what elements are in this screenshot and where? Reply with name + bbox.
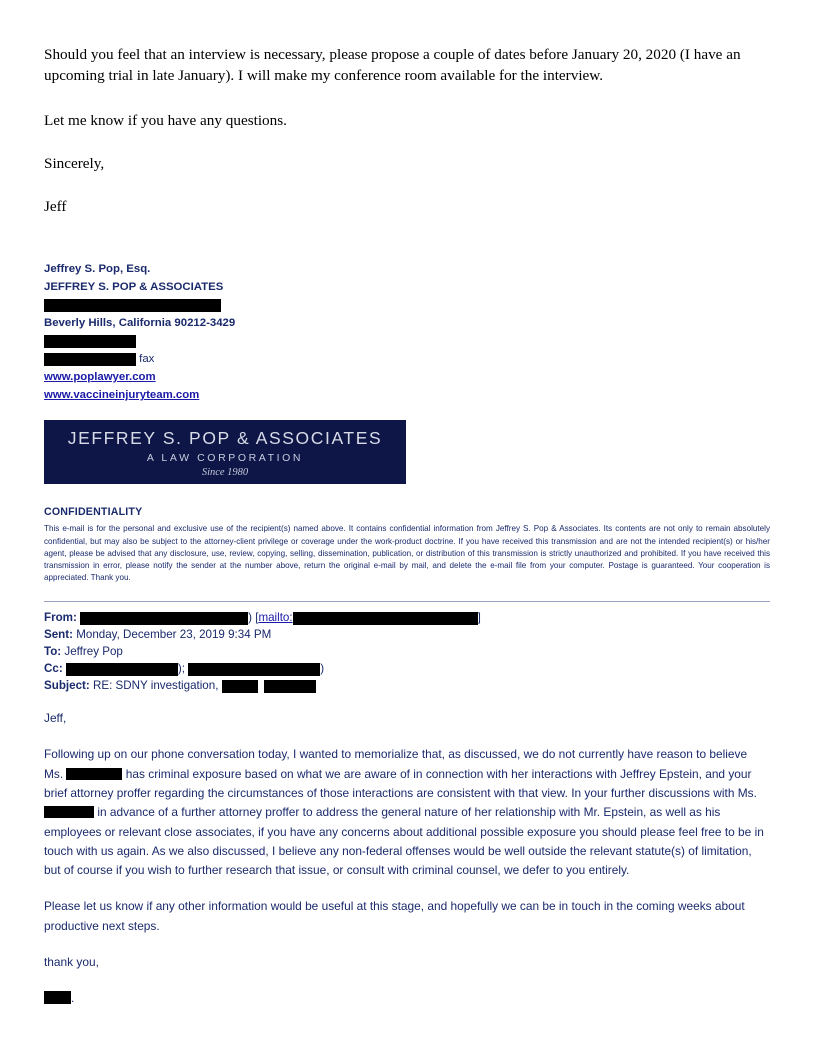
letter-body [44, 44, 754, 217]
redaction-bar-street [44, 299, 221, 312]
signature-city-line [44, 314, 754, 332]
email-signature [44, 989, 766, 1008]
email-greeting: Jeff, [44, 711, 67, 726]
redaction-bar-name-1 [66, 768, 122, 780]
cc-label: Cc: [44, 662, 63, 676]
to-value: Jeffrey Pop [64, 645, 123, 659]
confidentiality-body: This e-mail is for the personal and exclusive use of the recipient(s) named above. It contains confidential information from Jeffrey S. Pop & Associates. Its contents are not only to remain absolutely confidential, but may also be subject to the attorney-client privilege or coverage under the work-product doctrine. If you have received this transmission and are not the intended recipient(s) or his/her agent, please be advised that any disclosure, use, review, copying, selling, dissemination, publication, or distribution of this transmission is strictly unauthorized and prohibited. If you have received this transmission in error, please notify the sender at the number above, return the original e-mail by mail, and delete the e-mail file from your computer. Postage is guaranteed. Your cooperation is appreciated. Thank you. [44, 524, 770, 582]
mailto-open-bracket: [ [255, 611, 259, 625]
confidentiality-title: CONFIDENTIALITY [44, 506, 143, 519]
email-header-from [44, 610, 754, 627]
subject-value: RE: SDNY investigation, [92, 679, 219, 693]
email-header [44, 610, 754, 695]
redaction-bar-from-address [293, 612, 478, 625]
cc-separator: ); [177, 662, 186, 676]
mailto-close-bracket: ] [477, 611, 481, 625]
redaction-bar-from-name [80, 612, 248, 625]
letter-paragraph-1: Should you feel that an interview is necessary, please propose a couple of dates before January 20, 2020 (I have an upcoming trial in late January). I will make my conference room available for the interview. [44, 46, 741, 85]
redaction-bar-cc-2 [188, 663, 320, 676]
signature-block [44, 260, 754, 404]
letter-closing: Sincerely, [44, 154, 105, 172]
signature-name-text: Jeffrey S. Pop, Esq. [44, 263, 151, 276]
link-poplawyer[interactable]: www.poplawyer.com [44, 371, 156, 384]
subject-label: Subject: [44, 679, 90, 693]
redaction-bar-signature [44, 991, 71, 1004]
email-paragraph-1 [44, 745, 766, 880]
header-divider [44, 601, 770, 602]
from-label: From: [44, 611, 77, 625]
email-signature-period: . [71, 991, 75, 1006]
link-vaccineinjuryteam[interactable]: www.vaccineinjuryteam.com [44, 389, 200, 402]
signature-website-1-line [44, 368, 754, 386]
signature-fax-label: fax [139, 353, 155, 366]
sent-value: Monday, December 23, 2019 9:34 PM [76, 628, 272, 642]
signature-firm-text: JEFFREY S. POP & ASSOCIATES [44, 281, 224, 294]
email-p1-part-a: Following up on our phone conversation today, I wanted to memorialize that, as discussed, we do not currently have reason to believe Ms. [44, 747, 748, 781]
email-closing: thank you, [44, 954, 99, 969]
email-header-cc [44, 661, 754, 678]
from-suffix: ) [248, 611, 252, 625]
email-paragraph-2: Please let us know if any other information would be useful at this stage, and hopefully we can be in touch in the coming weeks about productive next steps. [44, 899, 745, 933]
email-header-subject [44, 678, 754, 695]
redaction-bar-fax [44, 353, 136, 366]
redaction-bar-cc-1 [66, 663, 178, 676]
email-p1-part-b: has criminal exposure based on what we are aware of in connection with her interactions with Jeffrey Epstein, and your brief attorney proffer regarding the circumstances of those interactions are consistent with that view. In your further discussions with Ms. [44, 766, 757, 800]
logo-line-2: A LAW CORPORATION [146, 452, 304, 465]
email-header-sent [44, 627, 754, 644]
to-label: To: [44, 645, 62, 659]
redaction-bar-subject-1 [222, 680, 258, 693]
redaction-bar-phone [44, 335, 136, 348]
signature-firm-line [44, 278, 754, 296]
email-p1-part-c: in advance of a further attorney proffer to address the general nature of her relationship with Mr. Epstein, as well as his employees or relevant close associates, if you have any concerns about additional possible exposure you should please feel free to be in touch with us again. As we also discussed, I believe any non-federal offenses would be well outside the relevant statute(s) of limitation, but of course if you wish to further research that issue, or consult with criminal counsel, we defer to you entirely. [44, 805, 764, 878]
signature-city-text: Beverly Hills, California 90212-3429 [44, 317, 236, 330]
signature-street-line [44, 296, 754, 314]
letter-paragraph-2: Let me know if you have any questions. [44, 111, 287, 129]
signature-phone-line [44, 332, 754, 350]
cc-end: ) [320, 662, 325, 676]
email-body [44, 709, 766, 1008]
firm-logo [44, 420, 406, 484]
redaction-bar-name-2 [44, 806, 94, 818]
logo-line-1: JEFFREY S. POP & ASSOCIATES [67, 428, 383, 449]
signature-website-2-line [44, 386, 754, 404]
logo-line-3: Since 1980 [201, 467, 249, 479]
sent-label: Sent: [44, 628, 73, 642]
redaction-bar-subject-2 [264, 680, 316, 693]
signature-name-line [44, 260, 754, 278]
signature-fax-line [44, 350, 754, 368]
mailto-link[interactable]: mailto: [258, 611, 293, 625]
letter-signature-name: Jeff [44, 198, 67, 216]
email-header-to [44, 644, 754, 661]
